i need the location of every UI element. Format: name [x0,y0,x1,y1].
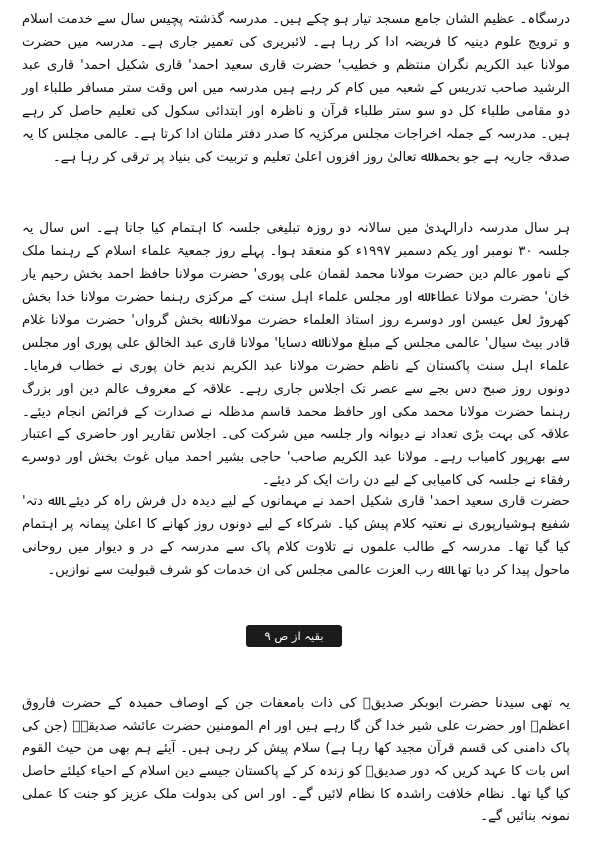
paragraph-annual-jalsa: ہر سال مدرسہ دارالہدیٰ میں سالانہ دو روزہ تبلیغی جلسہ کا اہتمام کیا جاتا ہے۔ اس سال یہ جلسہ ۳۰ نومبر اور یکم دسمبر ۱۹۹۷ء کو منعقد ہوا۔ پہلے روز جمعیۃ علماء اسلام کے رہنما ملک کے نامور عالم دین حضرت مولانا محمد لقمان علی پوری' حضرت مولانا حافظ احمد بخش رحیم یار خان' حضرت مولانا عطاء ﷲ اور مجلس علماء اہل سنت کے مرکزی رہنما حضرت مولانا خدا بخش کھروڑ لعل عیسن اور دوسرے روز استاذ العلماء حضرت مولانا ﷲ بخش گرواں' حضرت مولانا غلام قادر بیٹ سیال' عالمی مجلس کے مبلغ مولانا ﷲ دسایا' مولانا قاری عبد الخالق علی پوری اور مجلس علماء اہل سنت پاکستان کے ناظم حضرت مولانا عبد الکریم ندیم خان پوری نے خطاب فرمایا۔ دونوں روز صبح دس بجے سے عصر تک اجلاس جاری رہے۔ علاقہ کے معروف عالم دین اور بزرگ رہنما حضرت مولانا محمد مکی اور حافظ محمد قاسم مدظلہ نے صدارت کے فرائض انجام دیئے۔ علاقہ کی بہت بڑی تعداد نے دیوانہ وار جلسہ میں شرکت کی۔ اجلاس تقاریر اور حاضری کے اعتبار سے بھرپور کامیاب رہے۔ مولانا عبد الکریم صاحب' حاجی بشیر احمد میاں غوث بخش اور دوسرے رفقاء نے جلسہ کی کامیابی کے لیے دن رات ایک کر دیئے۔ [22,221,570,489]
paragraph-abubakr-siddiq: یہ تھی سیدنا حضرت ابوبکر صدیقؓ کی ذات بامعفات جن کے اوصاف حمیدہ کے حضرت فاروق اعظمؓ اور حضرت علی شیر خدا گن گا رہے ہیں اور ام المومنین حضرت عائشہ صدیقہؓ (جن کی پاک دامنی کی قسم قرآن مجید کھا رہا ہے) سلام پیش کر رہی ہیں۔ آیئے ہم بھی من حیث القوم اس بات کا عہد کریں کہ دور صدیقؓ کو زندہ کر کے پاکستان جیسے دین اسلام کے احیاء کیلئے حاصل کیا گیا تھا۔ نظام خلافت راشدہ کا نظام لائیں گے۔ اور اس کی بدولت ملک عزیز کو جنت کا عملی نمونہ بنائیں گے۔ [22,696,570,825]
continuation-divider [0,618,590,658]
continuation-badge [246,625,342,647]
paragraph-hospitality: حضرت قاری سعید احمد' قاری شکیل احمد نے مہمانوں کے لیے دیدہ دل فرش راہ کر دیئے۔ ﷲ دتہ' شفیع ہوشیارپوری نے نعتیہ کلام پیش کیا۔ شرکاء کے لیے دونوں روز کھانے کا اعلیٰ پیمانہ پر اہتمام کیا گیا تھا۔ مدرسہ کے طالب علموں نے تلاوت کلام پاک سے مدرسہ کے در و دیوار میں روحانی ماحول پیدا کر دیا تھا۔ ﷲ رب العزت عالمی مجلس کی ان خدمات کو شرف قبولیت سے نوازیں۔ [22,494,570,579]
paragraph-madrasa-description: درسگاہ۔ عظیم الشان جامع مسجد تیار ہو چکے ہیں۔ مدرسہ گذشتہ پچیس سال سے خدمت اسلام و ترویج علوم دینیہ کا فریضہ ادا کر رہا ہے۔ لائبریری کی تعمیر جاری ہے۔ مدرسہ میں حضرت مولانا عبد الکریم نگران منتظم و خطیب' حضرت قاری سعید احمد' قاری شکیل احمد' قاری عبد الرشید صاحب تدریس کے شعبہ میں کام کر رہے ہیں مدرسہ میں اس وقت ستر مسافر طلباء اور دو مقامی طلباء کل دو سو ستر طلباء قرآن و ناظرہ اور ابتدائی سکول کی تعلیم حاصل کر رہے ہیں۔ مدرسہ کے جملہ اخراجات مجلس مرکزیہ کا صدر دفتر ملتان ادا کرتا ہے۔ عالمی مجلس کا یہ صدقہ جاریہ ہے جو بحمد ﷲ تعالیٰ روز افزوں اعلیٰ تعلیم و تربیت کی بنیاد پر ترقی کر رہا ہے۔ [22,12,570,165]
continuation-badge-label: بقیہ از ص ۹ [264,629,324,643]
